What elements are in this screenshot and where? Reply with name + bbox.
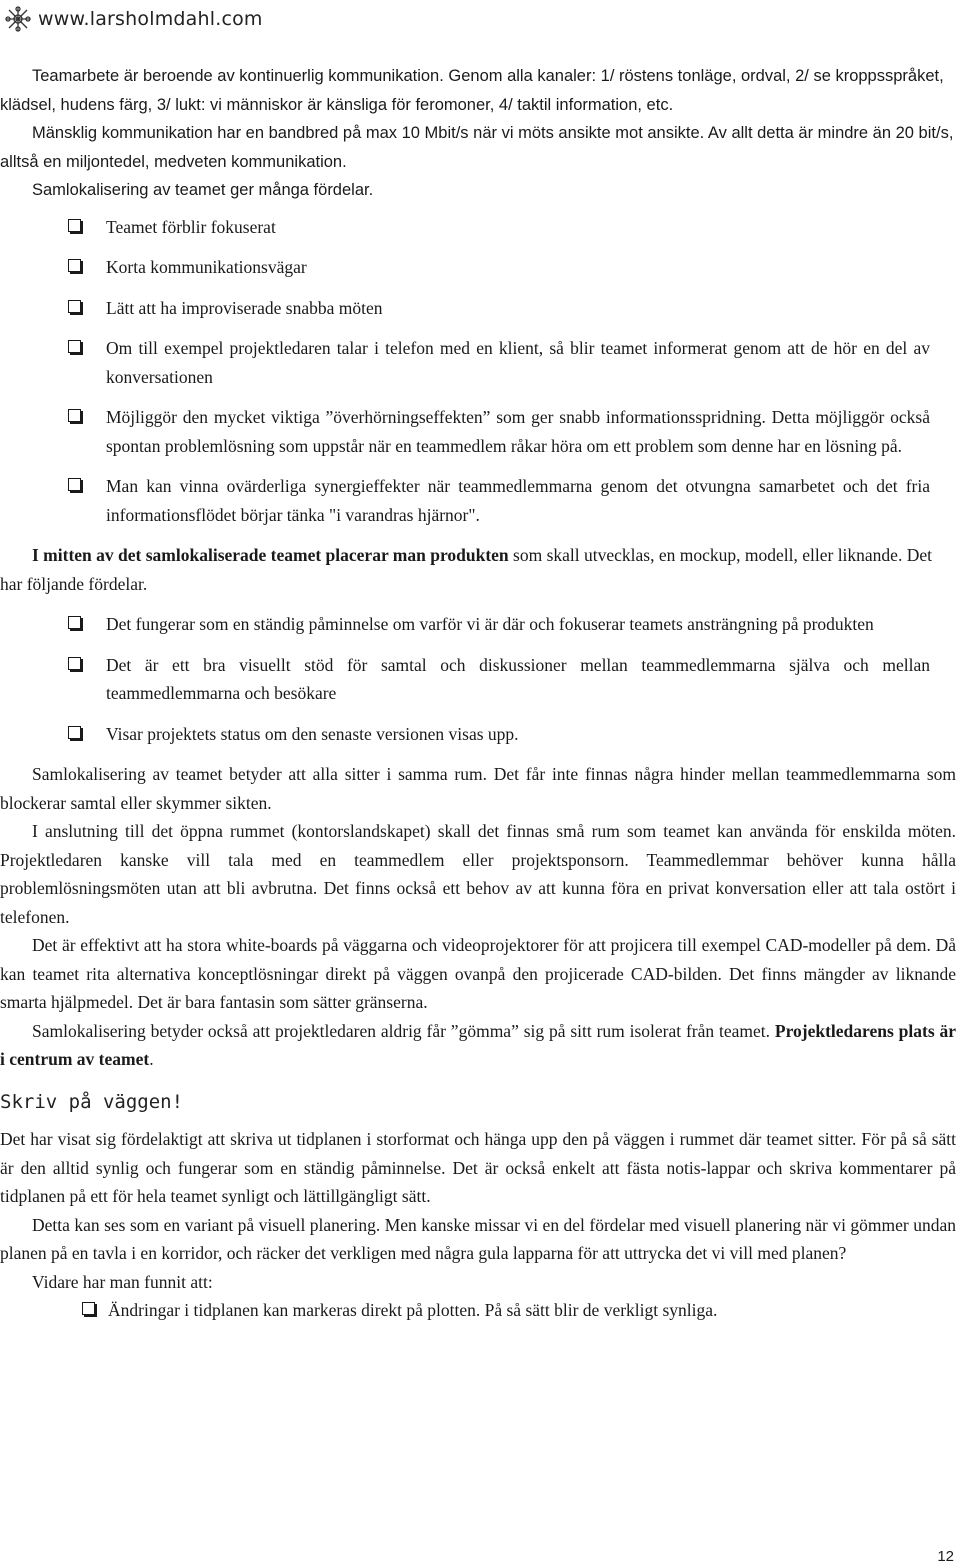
- list-item: Man kan vinna ovärderliga synergieffekter när teammedlemmarna genom det otvungna samarbetet och det fria informationsflödet börjar tänka "i varandras hjärnor".: [0, 472, 956, 529]
- paragraph-4: I mitten av det samlokaliserade teamet placerar man produkten som skall utvecklas, en mockup, modell, eller liknande. Det har följande fördelar.: [0, 545, 932, 594]
- checkbox-bullet-icon: [68, 300, 81, 313]
- page-number: 12: [937, 1548, 954, 1565]
- paragraph-9: Det har visat sig fördelaktigt att skriva ut tidplanen i storformat och hänga upp den på väggen i rummet där teamet sitter. För på så sätt är den alltid synlig och fungerar som en ständig påminnelse. Det är också enkelt att fästa notis-lappar och skriva kommentarer på tidplanen på ett för hela teamet synligt och lättillgängligt sätt.: [0, 1129, 956, 1206]
- section-heading: Skriv på väggen!: [0, 1090, 184, 1113]
- checkbox-bullet-icon: [68, 616, 81, 629]
- list-item: Korta kommunikationsvägar: [0, 253, 956, 282]
- paragraph-1: Teamarbete är beroende av kontinuerlig kommunikation. Genom alla kanaler: 1/ röstens tonläge, ordval, 2/ se kroppsspråket, klädsel, hudens färg, 3/ lukt: vi människor är känsliga för feromoner, 4/ taktil information, etc.: [0, 67, 944, 114]
- checkbox-bullet-icon: [68, 259, 81, 272]
- paragraph-7: Det är effektivt att ha stora white-boards på väggarna och videoprojektorer för att projicera till exempel CAD-modeller på dem. Då kan teamet rita alternativa konceptlösningar direkt på väggen ovanpå den projicerade CAD-bilden. Det finns mängder av liknande smarta hjälpmedel. Det är bara fantasin som sätter gränserna.: [0, 935, 956, 1012]
- site-header: [4, 2, 263, 36]
- list-item: Lätt att ha improviserade snabba möten: [0, 294, 956, 323]
- checkbox-bullet-icon: [68, 219, 81, 232]
- snowflake-ornament-icon: [4, 5, 32, 33]
- list-item: Visar projektets status om den senaste versionen visas upp.: [0, 720, 956, 749]
- list-item: Teamet förblir fokuserat: [0, 213, 956, 242]
- paragraph-2: Mänsklig kommunikation har en bandbred på max 10 Mbit/s när vi möts ansikte mot ansikte. Av allt detta är mindre än 20 bit/s, alltså en miljontedel, medveten kommunikation.: [0, 124, 954, 171]
- checkbox-bullet-icon: [82, 1302, 95, 1315]
- checkbox-bullet-icon: [68, 726, 81, 739]
- list-item: Ändringar i tidplanen kan markeras direkt på plotten. På så sätt blir de verkligt synliga.: [0, 1296, 956, 1325]
- product-advantages-list: [0, 610, 956, 748]
- list-item: Det är ett bra visuellt stöd för samtal och diskussioner mellan teammedlemmarna själva och mellan teammedlemmarna och besökare: [0, 651, 956, 708]
- checkbox-bullet-icon: [68, 657, 81, 670]
- paragraph-8: Samlokalisering betyder också att projektledaren aldrig får ”gömma” sig på sitt rum isolerat från teamet. Projektledarens plats är i centrum av teamet.: [0, 1020, 956, 1069]
- paragraph-11: Vidare har man funnit att:: [32, 1271, 213, 1292]
- checkbox-bullet-icon: [68, 340, 81, 353]
- advantages-list: [0, 213, 956, 530]
- document-body: [0, 62, 956, 1325]
- checkbox-bullet-icon: [68, 478, 81, 491]
- paragraph-10: Detta kan ses som en variant på visuell planering. Men kanske missar vi en del fördelar med visuell planering när vi gömmer undan planen på en tavla i en korridor, och räcker det verkligen med några gula lapparna för att uttrycka det vi vill med planen?: [0, 1214, 956, 1263]
- paragraph-3: Samlokalisering av teamet ger många fördelar.: [32, 181, 374, 199]
- site-url[interactable]: www.larsholmdahl.com: [38, 8, 263, 30]
- checkbox-bullet-icon: [68, 409, 81, 422]
- list-item: Det fungerar som en ständig påminnelse om varför vi är där och fokuserar teamets ansträngning på produkten: [0, 610, 956, 639]
- list-item: Om till exempel projektledaren talar i telefon med en klient, så blir teamet informerat genom att de hör en del av konversationen: [0, 334, 956, 391]
- list-item: Möjliggör den mycket viktiga ”överhörningseffekten” som ger snabb informationsspridning. Detta möjliggör också spontan problemlösning som uppstår när en teammedlem råkar höra om ett problem som denne har en lösning på.: [0, 403, 956, 460]
- paragraph-5: Samlokalisering av teamet betyder att alla sitter i samma rum. Det får inte finnas några hinder mellan teammedlemmarna som blockerar samtal eller skymmer sikten.: [0, 764, 956, 813]
- paragraph-6: I anslutning till det öppna rummet (kontorslandskapet) skall det finnas små rum som teamet kan använda för enskilda möten. Projektledaren kanske vill tala med en teammedlem eller projektsponsorn. Teammedlemmar behöver kunna hålla problemlösningsmöten utan att bli avbrutna. Det finns också ett behov av att kunna föra en privat konversation eller att tala ostört i telefonen.: [0, 821, 956, 927]
- findings-list: [0, 1296, 956, 1325]
